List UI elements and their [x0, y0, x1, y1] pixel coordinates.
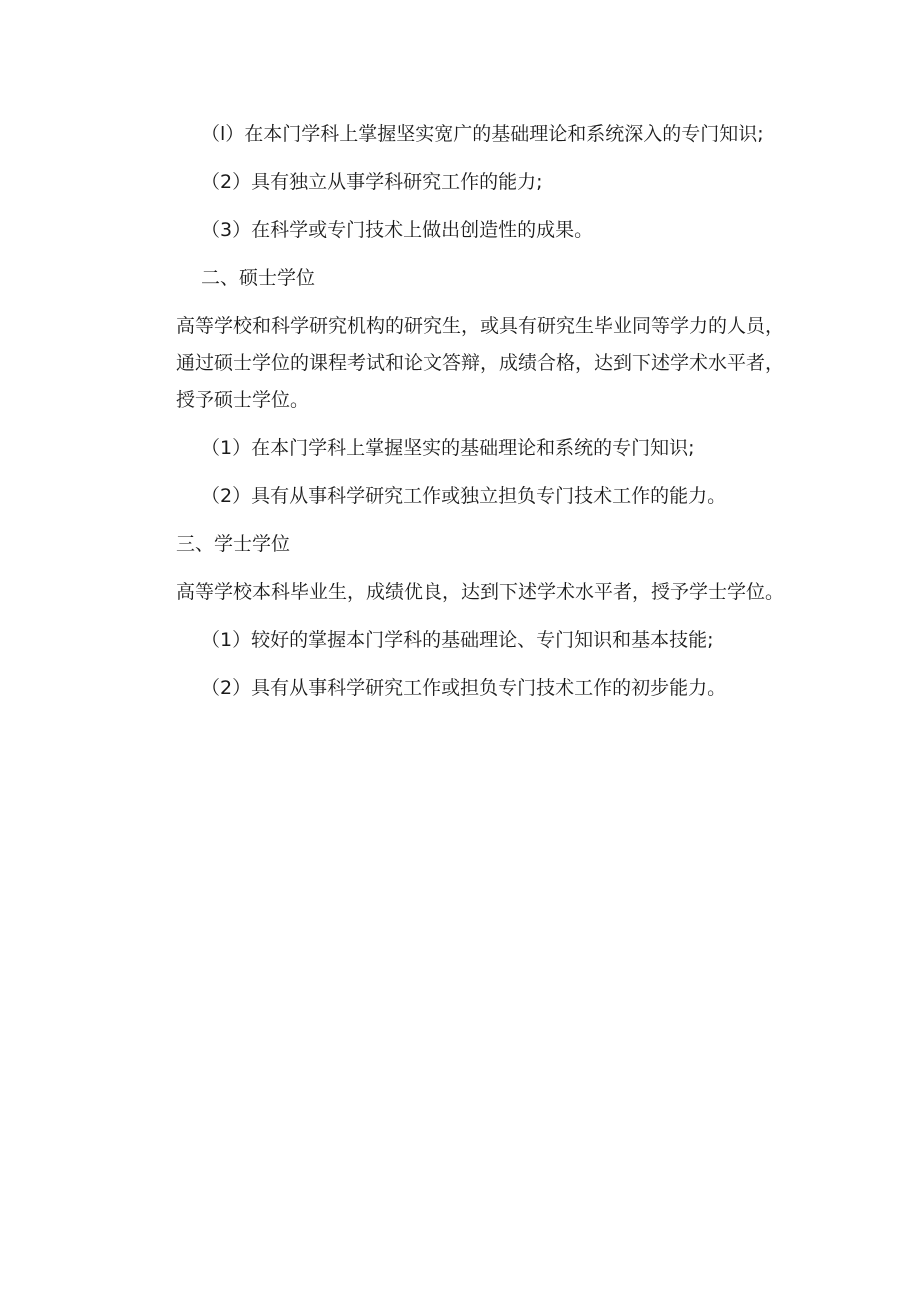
bachelor-requirement-2: （2）具有从事科学研究工作或担负专门技术工作的初步能力。	[201, 677, 727, 699]
section-heading-master: 二、硕士学位	[201, 267, 316, 289]
bachelor-requirement-1: （1）较好的掌握本门学科的基础理论、专门知识和基本技能;	[201, 629, 714, 651]
document-body	[176, 116, 816, 718]
doctorate-requirement-3: （3）在科学或专门技术上做出创造性的成果。	[201, 219, 594, 241]
master-intro-paragraph: 高等学校和科学研究机构的研究生，或具有研究生毕业同等学力的人员，通过硕士学位的课程考试和论文答辩，成绩合格，达到下述学术水平者，授予硕士学位。	[176, 315, 785, 411]
master-requirement-2: （2）具有从事科学研究工作或独立担负专门技术工作的能力。	[201, 485, 727, 507]
section-heading-bachelor: 三、学士学位	[176, 533, 291, 555]
bachelor-intro-paragraph: 高等学校本科毕业生，成绩优良，达到下述学术水平者，授予学士学位。	[176, 581, 785, 603]
doctorate-requirement-1: （l）在本门学科上掌握坚实宽广的基础理论和系统深入的专门知识;	[201, 123, 764, 145]
doctorate-requirement-2: （2）具有独立从事学科研究工作的能力;	[201, 171, 543, 193]
master-requirement-1: （1）在本门学科上掌握坚实的基础理论和系统的专门知识;	[201, 437, 695, 459]
